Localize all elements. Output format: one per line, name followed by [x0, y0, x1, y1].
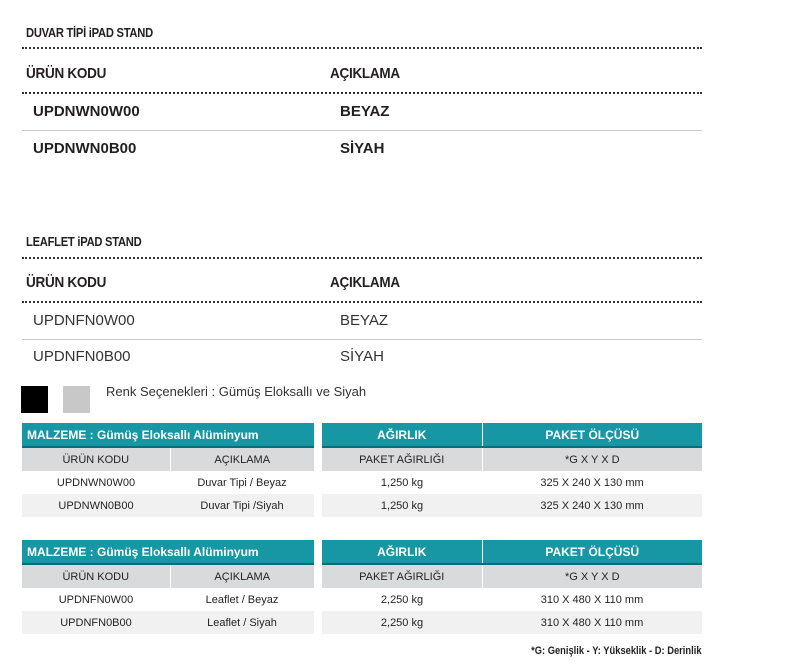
table-cell-code: UPDNWN0W00 [56, 476, 136, 489]
table-cell-description: Leaflet / Beyaz [205, 593, 279, 606]
product-code: UPDNFN0B00 [33, 348, 131, 365]
product-description: SİYAH [340, 348, 384, 365]
spec-table-wall-left [22, 423, 314, 517]
table-cell-description: Duvar Tipi / Beyaz [197, 476, 287, 489]
table-row [322, 588, 702, 611]
spec-table-leaflet-left [22, 540, 314, 634]
product-description: BEYAZ [340, 312, 389, 329]
table-row [322, 494, 702, 517]
sub-header-description: AÇIKLAMA [170, 447, 314, 471]
material-header: MALZEME : Gümüş Eloksallı Alüminyum [22, 423, 314, 447]
table-cell-code: UPDNFN0B00 [60, 616, 132, 629]
sub-header-package: *G X Y X D [482, 447, 702, 471]
sub-header-code: ÜRÜN KODU [22, 564, 170, 588]
table-cell-package: 310 X 480 X 110 mm [540, 593, 644, 606]
table-row [22, 471, 314, 494]
table-cell-description: Leaflet / Siyah [207, 616, 277, 629]
product-description: BEYAZ [340, 103, 390, 120]
section-title-wall: DUVAR TİPİ iPAD STAND [26, 25, 153, 40]
table-cell-weight: 1,250 kg [380, 476, 424, 489]
color-options-label: Renk Seçenekleri : Gümüş Eloksallı ve Siyah [106, 384, 367, 399]
sub-header-weight: PAKET AĞIRLIĞI [322, 447, 482, 471]
footnote: *G: Genişlik - Y: Yükseklik - D: Derinlik [531, 645, 702, 657]
sub-header-package: *G X Y X D [482, 564, 702, 588]
table-row [322, 471, 702, 494]
package-header: PAKET ÖLÇÜSÜ [482, 423, 702, 447]
sub-header-weight: PAKET AĞIRLIĞI [322, 564, 482, 588]
material-header: MALZEME : Gümüş Eloksallı Alüminyum [22, 540, 314, 564]
spec-table-leaflet-right [322, 540, 702, 634]
column-header-code: ÜRÜN KODU [26, 65, 107, 82]
table-cell-weight: 1,250 kg [380, 499, 424, 512]
column-header-code: ÜRÜN KODU [26, 274, 107, 291]
product-description: SİYAH [340, 140, 385, 157]
table-row [22, 588, 314, 611]
weight-header: AĞIRLIK [322, 423, 482, 447]
sub-header-code: ÜRÜN KODU [22, 447, 170, 471]
product-code: UPDNWN0B00 [33, 140, 137, 157]
table-cell-weight: 2,250 kg [380, 593, 424, 606]
divider-dotted [22, 301, 702, 303]
package-header: PAKET ÖLÇÜSÜ [482, 540, 702, 564]
table-cell-code: UPDNWN0B00 [58, 499, 134, 512]
table-row [322, 611, 702, 634]
table-cell-package: 325 X 240 X 130 mm [540, 476, 644, 489]
product-code: UPDNFN0W00 [33, 312, 135, 329]
weight-header: AĞIRLIK [322, 540, 482, 564]
row-divider [22, 130, 702, 131]
divider-dotted [22, 257, 702, 259]
table-cell-description: Duvar Tipi /Siyah [200, 499, 284, 512]
section-title-leaflet: LEAFLET iPAD STAND [26, 234, 142, 249]
table-cell-package: 310 X 480 X 110 mm [540, 616, 644, 629]
divider-dotted [22, 47, 702, 49]
sub-header-description: AÇIKLAMA [170, 564, 314, 588]
table-row [22, 611, 314, 634]
column-header-description: AÇIKLAMA [330, 274, 400, 291]
color-swatch-silver [63, 386, 90, 413]
product-code: UPDNWN0W00 [33, 103, 140, 120]
table-row [22, 494, 314, 517]
table-cell-package: 325 X 240 X 130 mm [540, 499, 644, 512]
table-cell-code: UPDNFN0W00 [58, 593, 134, 606]
spec-table-wall-right [322, 423, 702, 517]
column-header-description: AÇIKLAMA [330, 65, 400, 82]
color-swatch-black [21, 386, 48, 413]
row-divider [22, 339, 702, 340]
table-cell-weight: 2,250 kg [380, 616, 424, 629]
divider-dotted [22, 92, 702, 94]
